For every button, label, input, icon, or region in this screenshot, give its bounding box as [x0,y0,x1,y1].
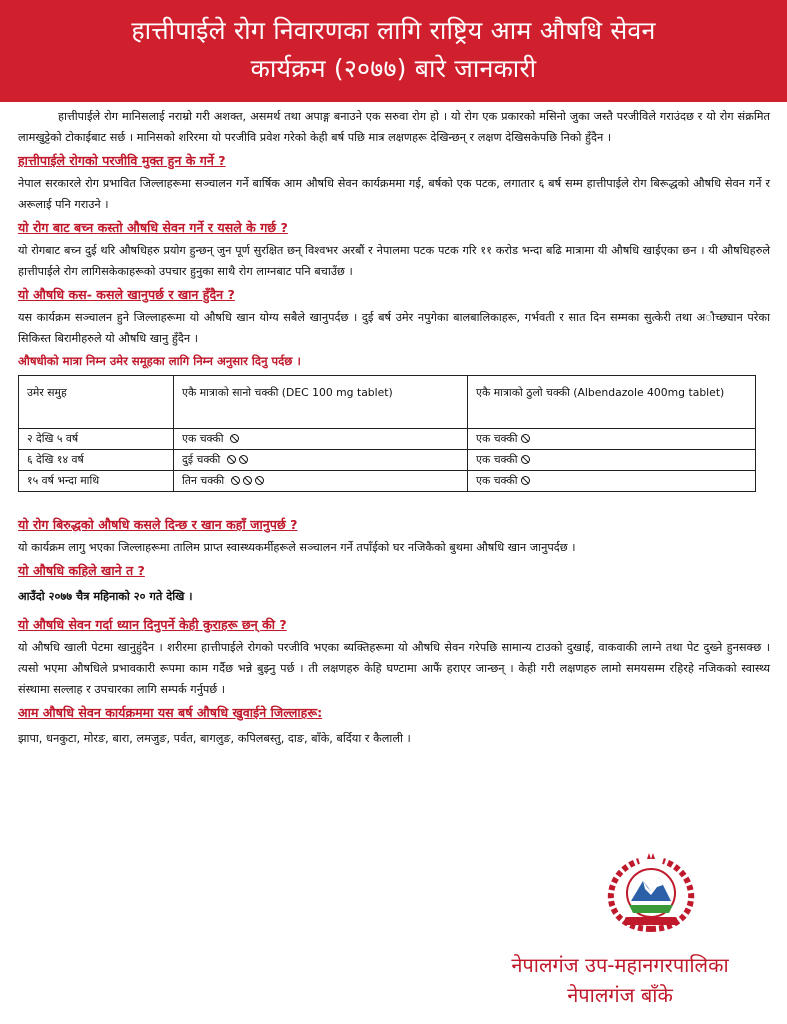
pill-icons [518,474,530,487]
pill-icons [224,453,248,466]
dec-label: दुई चक्की [182,453,221,466]
section-answer: यो रोगबाट बच्न दुई थरि औषधिहरु प्रयोग हुन्छन् जुन पूर्ण सुरक्षित छन् विश्वभर अरबौं र नेपालमा पटक पटक गरि ११ करोड भन्दा बढि मात्रामा यी औषधि खाईएका छन । यी औषधिहरुले हात्तीपाईले रोग लागिसकेकाहरूको उपचार हुनुका साथै रोग लाग्नबाट पनि बचाउँछ । [18,244,770,278]
section-question: यो औषधि कस- कसले खानुपर्छ र खान हुँदैन ? [18,287,235,302]
issuer-location: नेपालगंज बाँके [567,983,673,1007]
table-row [19,429,756,450]
age-cell: २ देखि ५ वर्ष [19,429,174,450]
section-answer: यस कार्यक्रम सञ्चालन हुने जिल्लाहरूमा यो औषधि खान योग्य सबैले खानुपर्दछ । दुई बर्ष उमेर नपुगेका बालबालिकाहरू, गर्भवती र सात दिन सम्मका सुत्केरी तथा अौच्छ्यान परेका सिकिस्त बिरामीहरुले यो औषधि खानु हुँदैन । [18,311,770,345]
table-row [19,471,756,492]
column-header-age: उमेर समुह [19,376,174,429]
table-row [19,450,756,471]
alb-label: एक चक्की [476,453,518,466]
spacer [18,492,770,512]
document-body [18,106,770,749]
prohibition-circle-icon [243,476,252,485]
where-question: यो रोग बिरुद्धको औषधि कसले दिन्छ र खान कहाँ जानुपर्छ ? [18,517,298,532]
prohibition-circle-icon [231,476,240,485]
prohibition-circle-icon [255,476,264,485]
pill-icons [227,432,239,445]
prohibition-circle-icon [521,434,530,443]
pill-icons [518,432,530,445]
section-question: हात्तीपाईले रोगको परजीवि मुक्त हुन के गर्ने ? [18,153,226,168]
issuer-name: नेपालगंज उप-महानगरपालिका [511,953,729,977]
page-title-line1: हात्तीपाईले रोग निवारणका लागि राष्ट्रिय आम औषधि सेवन [131,16,656,45]
alb-label: एक चक्की [476,474,518,487]
column-header-dec: एकै मात्राको सानो चक्की (DEC 100 mg tablet) [174,376,468,429]
section-question: यो रोग बाट बच्न कस्तो औषधि सेवन गर्ने र यसले के गर्छ ? [18,220,288,235]
page-title-line2: कार्यक्रम (२०७७) बारे जानकारी [250,54,537,83]
prohibition-circle-icon [521,455,530,464]
alb-cell [468,429,756,450]
dec-label: एक चक्की [182,432,224,445]
alb-label: एक चक्की [476,432,518,445]
where-answer: यो कार्यक्रम लागु भएका जिल्लाहरूमा तालिम प्राप्त स्वास्थ्यकर्मीहरूले सञ्चालन गर्ने तपाँईको घर नजिकैको बुथमा औषधि खान जानुपर्दछ । [18,541,576,554]
when-question: यो औषधि कहिले खाने त ? [18,563,145,578]
dose-table [18,375,756,492]
dec-cell [174,429,468,450]
section-answer: नेपाल सरकारले रोग प्रभावित जिल्लाहरूमा सञ्चालन गर्ने बार्षिक आम औषधि सेवन कार्यक्रममा गई, बर्षको एक पटक, लगातार ६ बर्ष सम्म हात्तीपाईले रोग बिरूद्धको औषधि सेवन गर्ने र अरूलाई पनि गराउने । [18,177,770,211]
column-header-albendazole: एकै मात्राको ठुलो चक्की (Albendazole 400mg tablet) [468,376,756,429]
attention-question: यो औषधि सेवन गर्दा ध्यान दिनुपर्ने केही कुराहरू छन् की ? [18,617,287,632]
alb-cell [468,471,756,492]
pill-icons [228,474,264,487]
dec-label: तिन चक्की [182,474,225,487]
issuer-block [470,950,770,1010]
age-cell: १५ वर्ष भन्दा माथि [19,471,174,492]
districts-list: झापा, धनकुटा, मोरङ, बारा, लमजुङ, पर्वत, बागलुङ, कपिलबस्तु, दाङ, बाँके, बर्दिया र कैलाली । [18,732,411,745]
dose-table-header [19,376,756,429]
age-cell: ६ देखि १४ वर्ष [19,450,174,471]
prohibition-circle-icon [239,455,248,464]
alb-cell [468,450,756,471]
prohibition-circle-icon [230,434,239,443]
dec-cell [174,471,468,492]
intro-paragraph: हात्तीपाईले रोग मानिसलाई नराम्रो गरी अशक्त, असमर्थ तथा अपाङ्ग बनाउने एक सरुवा रोग हो । यो रोग एक प्रकारको मसिनो जुका जस्तै परजीविले गराउंदछ र यो रोग संक्रमित लामखुट्टेको टोकाईबाट सर्छ । मानिसको शरिरमा यो परजीवि प्रवेश गरेको केही बर्ष पछि मात्र लक्षणहरू देखिन्छन् र लक्षण देखिसकेपछि निको हुँदैन । [18,110,770,144]
dose-heading: औषधीको मात्रा निम्न उमेर समूहका लागि निम्न अनुसार दिनु पर्दछ । [18,354,301,368]
prohibition-circle-icon [227,455,236,464]
pill-icons [518,453,530,466]
title-banner [0,0,787,102]
districts-heading: आम औषधि सेवन कार्यक्रममा यस बर्ष औषधि खुवाईने जिल्लाहरू: [18,705,323,720]
attention-answer: यो औषधि खाली पेटमा खानुहुंदैन । शरीरमा हात्तीपाईले रोगको परजीवि भएका ब्यक्तिहरूमा यो औषधि सेवन गरेपछि सामान्य टाउको दुखाई, वाकवाकी लाग्ने तथा पेट दुख्ने हुनसक्छ । त्यसो भएमा औषधिले प्रभावकारी रूपमा काम गर्दैछ भन्ने बुझ्नु पर्छ । ती लक्षणहरु केहि घण्टामा आफैं हराएर जान्छन् । केही गरी लक्षणहरु लामो समयसम्म रहिरहे नजिकको स्वास्थ्य संस्थामा सल्लाह र उपचारका लागि सम्पर्क गर्नुपर्छ । [18,641,770,696]
nepal-government-emblem [603,853,699,935]
when-answer: आउँदो २०७७ चैत्र महिनाको २० गते देखि । [18,590,193,603]
dec-cell [174,450,468,471]
prohibition-circle-icon [521,476,530,485]
